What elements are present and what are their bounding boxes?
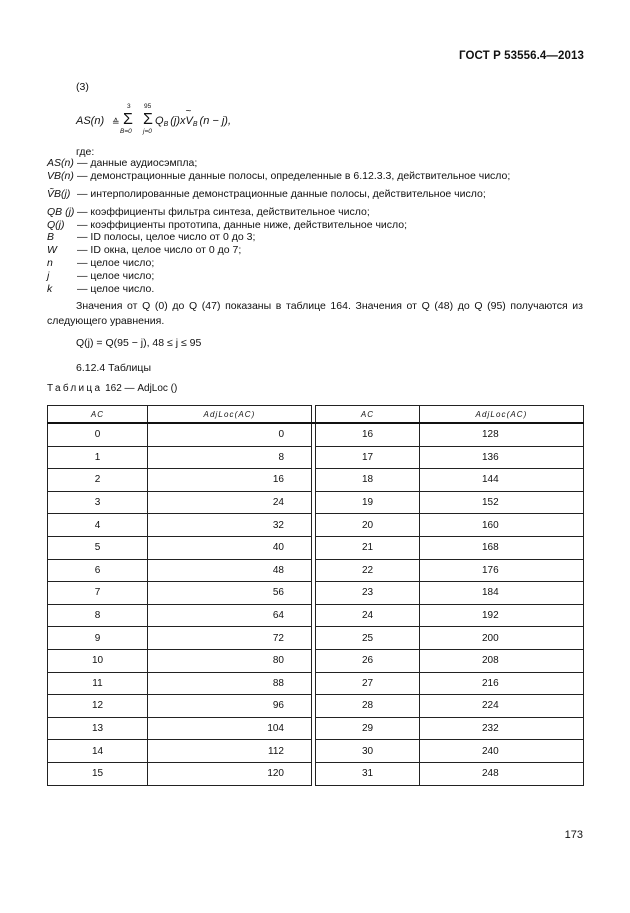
def-description: — целое число;	[77, 269, 155, 282]
table-caption	[47, 383, 177, 394]
def-description: — целое число.	[77, 282, 155, 295]
definition-item	[47, 257, 510, 270]
table-cell: 32	[148, 514, 312, 537]
document-header: ГОСТ Р 53556.4—2013	[459, 50, 584, 62]
formula-lhs: AS(n)	[76, 115, 105, 127]
definition-item	[47, 283, 510, 296]
table-row	[48, 695, 584, 718]
table-row	[48, 446, 584, 469]
table-cell: 64	[148, 604, 312, 627]
table-cell: 30	[316, 740, 420, 763]
sum2-sign: Σ	[143, 111, 153, 128]
table-cell: 96	[148, 695, 312, 718]
table-cell: 27	[316, 672, 420, 695]
definition-item	[47, 201, 510, 219]
def-symbol: j	[47, 269, 50, 282]
table-cell: 232	[420, 717, 584, 740]
sum2-lower: j=0	[143, 128, 152, 135]
table-cell: 200	[420, 627, 584, 650]
def-symbol: B	[47, 231, 55, 244]
def-description: — коэффициенты прототипа, данные ниже, действительное число;	[77, 218, 408, 231]
table-row	[48, 582, 584, 605]
def-description: — коэффициенты фильтра синтеза, действительное число;	[77, 205, 370, 218]
table-cell: 10	[48, 649, 148, 672]
table-cell: 16	[148, 469, 312, 492]
section-title: 6.12.4 Таблицы	[76, 362, 151, 374]
table-cell: 3	[48, 491, 148, 514]
column-header: AC	[48, 406, 148, 424]
table-row	[48, 491, 584, 514]
table-cell: 4	[48, 514, 148, 537]
table-cell: 72	[148, 627, 312, 650]
table-row	[48, 469, 584, 492]
table-row	[48, 559, 584, 582]
adjloc-table	[47, 405, 584, 786]
table-caption-prefix: Таблица	[47, 383, 103, 394]
def-symbol: k	[47, 282, 53, 295]
def-symbol: AS(n)	[47, 157, 74, 169]
table-cell: 12	[48, 695, 148, 718]
table-cell: 14	[48, 740, 148, 763]
table-cell: 25	[316, 627, 420, 650]
table-cell: 128	[420, 423, 584, 446]
definition-item	[47, 170, 510, 183]
column-header: AdjLoc(AC)	[148, 406, 312, 424]
table-cell: 19	[316, 491, 420, 514]
table-cell: 9	[48, 627, 148, 650]
table-cell: 1	[48, 446, 148, 469]
table-cell: 248	[420, 762, 584, 785]
formula	[76, 103, 316, 137]
table-cell: 208	[420, 649, 584, 672]
table-header-row	[48, 406, 584, 424]
table-row	[48, 762, 584, 785]
table-cell: 18	[316, 469, 420, 492]
column-header: AC	[316, 406, 420, 424]
table-cell: 240	[420, 740, 584, 763]
definition-item	[47, 244, 510, 257]
where-label: где:	[76, 146, 95, 158]
table-cell: 2	[48, 469, 148, 492]
definition-item	[47, 157, 510, 170]
table-row	[48, 423, 584, 446]
equation-number: (3)	[76, 81, 89, 93]
definition-item	[47, 183, 510, 201]
table-cell: 16	[316, 423, 420, 446]
table-cell: 8	[48, 604, 148, 627]
table-cell: 31	[316, 762, 420, 785]
def-symbol: QB (j)	[47, 205, 75, 218]
table-row	[48, 604, 584, 627]
table-row	[48, 649, 584, 672]
table-cell: 40	[148, 536, 312, 559]
formula-relation: ≙	[112, 117, 120, 127]
def-description: — интерполированные демонстрационные данные полосы, действительное число;	[77, 187, 486, 200]
table-row	[48, 514, 584, 537]
table-row	[48, 536, 584, 559]
sum2-upper: 95	[144, 103, 152, 110]
sum1-lower: B=0	[120, 128, 132, 135]
def-symbol: W	[47, 244, 57, 257]
def-description: — демонстрационные данные полосы, определенные в 6.12.3.3, действительное число;	[77, 169, 511, 182]
definition-item	[47, 231, 510, 244]
table-row	[48, 740, 584, 763]
table-cell: 13	[48, 717, 148, 740]
table-cell: 17	[316, 446, 420, 469]
def-description: — целое число;	[77, 256, 155, 269]
page-number: 173	[564, 829, 583, 841]
column-header: AdjLoc(AC)	[420, 406, 584, 424]
def-symbol: Q(j)	[47, 218, 65, 231]
definition-item	[47, 219, 510, 232]
table-cell: 20	[316, 514, 420, 537]
def-symbol: VB(n)	[47, 169, 74, 182]
table-cell: 120	[148, 762, 312, 785]
table-cell: 136	[420, 446, 584, 469]
def-description: — ID полосы, целое число от 0 до 3;	[77, 231, 256, 244]
table-cell: 112	[148, 740, 312, 763]
table-cell: 0	[148, 423, 312, 446]
table-cell: 22	[316, 559, 420, 582]
table-cell: 5	[48, 536, 148, 559]
table-cell: 7	[48, 582, 148, 605]
def-symbol: ṼB(j)	[47, 187, 71, 200]
table-row	[48, 627, 584, 650]
definition-item	[47, 270, 510, 283]
table-cell: 6	[48, 559, 148, 582]
table-cell: 168	[420, 536, 584, 559]
table-cell: 160	[420, 514, 584, 537]
table-cell: 29	[316, 717, 420, 740]
table-cell: 8	[148, 446, 312, 469]
def-description: — ID окна, целое число от 0 до 7;	[77, 244, 242, 257]
def-description: — данные аудиосэмпла;	[77, 157, 198, 169]
table-cell: 104	[148, 717, 312, 740]
table-cell: 192	[420, 604, 584, 627]
table-cell: 152	[420, 491, 584, 514]
table-cell: 56	[148, 582, 312, 605]
table-cell: 88	[148, 672, 312, 695]
table-cell: 24	[148, 491, 312, 514]
table-cell: 184	[420, 582, 584, 605]
table-row	[48, 717, 584, 740]
table-cell: 26	[316, 649, 420, 672]
table-cell: 0	[48, 423, 148, 446]
body-paragraph: Значения от Q (0) до Q (47) показаны в таблице 164. Значения от Q (48) до Q (95) получаются из следующего уравнения.	[47, 300, 583, 327]
formula-body: $Q_B$ (j)x~ $V_B$ (n − j),	[155, 115, 231, 128]
table-cell: 224	[420, 695, 584, 718]
table-cell: 176	[420, 559, 584, 582]
table-cell: 144	[420, 469, 584, 492]
table-cell: 11	[48, 672, 148, 695]
table-caption-title: 162 — AdjLoc ()	[102, 383, 178, 394]
table-cell: 28	[316, 695, 420, 718]
sum1-upper: 3	[127, 103, 131, 110]
symmetry-equation: Q(j) = Q(95 − j), 48 ≤ j ≤ 95	[76, 337, 202, 349]
table-cell: 15	[48, 762, 148, 785]
table-cell: 48	[148, 559, 312, 582]
definitions-list	[47, 157, 510, 295]
table-cell: 21	[316, 536, 420, 559]
table-cell: 80	[148, 649, 312, 672]
table-cell: 216	[420, 672, 584, 695]
table-cell: 23	[316, 582, 420, 605]
table-row	[48, 672, 584, 695]
sum1-sign: Σ	[123, 111, 133, 128]
table-cell: 24	[316, 604, 420, 627]
def-symbol: n	[47, 256, 53, 269]
